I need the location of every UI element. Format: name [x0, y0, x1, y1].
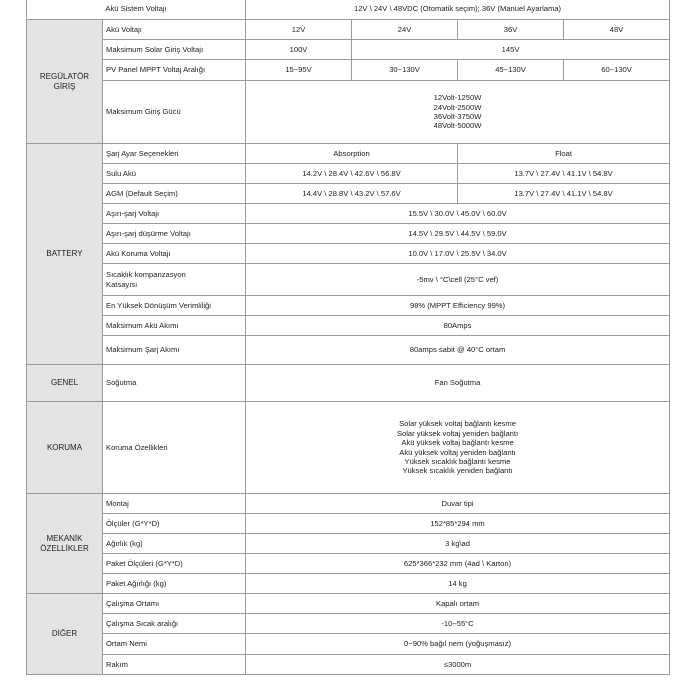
max-battery-current-value: 80Amps [246, 316, 670, 336]
agm-absorption: 14.4V \ 28.8V \ 43.2V \ 57.6V [246, 184, 458, 204]
temp-comp-label-line: Katsayısı [106, 279, 138, 289]
battery-voltage-24: 24V [352, 20, 458, 40]
temp-comp-value: -5mv \ °C\cell (25°C vef) [246, 264, 670, 296]
battery-voltage-48: 48V [564, 20, 670, 40]
temp-comp-label-line: Sıcaklık kompanzasyon [106, 270, 186, 280]
wet-battery-label: Sulu Akü [103, 164, 246, 184]
altitude-label: Rakım [103, 655, 246, 675]
max-charge-current-value: 80amps sabit @ 40°C ortam [246, 336, 670, 365]
mppt-range-24: 30~130V [352, 60, 458, 81]
charge-options-absorption: Absorption [246, 144, 458, 164]
max-input-power-line: 48Volt-5000W [433, 121, 482, 131]
max-solar-input-label: Maksimum Solar Giriş Voltajı [103, 40, 246, 60]
temp-comp-row [27, 264, 670, 296]
max-battery-current-label: Maksimum Akü Akımı [103, 316, 246, 336]
efficiency-label: En Yüksek Dönüşüm Verimliliği [103, 296, 246, 316]
max-input-power-line: 24Volt-2500W [433, 102, 482, 112]
humidity-value: 0~90% bağıl nem (yoğuşmasız) [246, 634, 670, 655]
max-charge-current-row [27, 336, 670, 365]
overcharge-value: 15.5V \ 30.0V \ 45.0V \ 60.0V [246, 204, 670, 224]
mppt-range-12: 15~95V [246, 60, 352, 81]
environment-label: Çalışma Ortamı [103, 594, 246, 614]
max-input-power-row [27, 81, 670, 144]
package-weight-value: 14 kg [246, 574, 670, 594]
humidity-row [27, 634, 670, 655]
max-solar-input-rest: 145V [352, 40, 670, 60]
mppt-range-label: PV Panel MPPT Voltaj Aralığı [103, 60, 246, 81]
max-solar-input-row [27, 40, 670, 60]
max-input-power-line: 36Volt-3750W [433, 112, 482, 121]
max-input-power-line: 12Volt-1250W [433, 93, 482, 103]
wet-battery-row [27, 164, 670, 184]
package-dimensions-row [27, 554, 670, 574]
mppt-range-row [27, 60, 670, 81]
overcharge-drop-row [27, 224, 670, 244]
package-weight-row [27, 574, 670, 594]
protection-voltage-label: Akü Koruma Voltajı [103, 244, 246, 264]
spec-table [26, 0, 670, 675]
mount-row [27, 494, 670, 514]
protection-feature-line: Akü yüksek voltaj yeniden bağlantı [399, 447, 516, 457]
dimensions-value: 152*85*294 mm [246, 514, 670, 534]
cooling-label: Soğutma [103, 365, 246, 402]
system-voltage-value: 12V \ 24V \ 48VDC (Otomatik seçim); 36V (Manuel Ayarlama) [246, 0, 670, 20]
battery-voltage-36: 36V [458, 20, 564, 40]
protection-feature-line: Yüksek sıcaklık bağlantı kesme [404, 456, 511, 466]
altitude-value: ≤3000m [246, 655, 670, 675]
wet-battery-float: 13.7V \ 27.4V \ 41.1V \ 54.8V [458, 164, 670, 184]
section-protection: KORUMA [27, 402, 103, 494]
protection-features-value [246, 402, 670, 494]
charge-options-row [27, 144, 670, 164]
max-input-power-label: Maksimum Giriş Gücü [103, 81, 246, 144]
dimensions-label: Ölçüler (G*Y*D) [103, 514, 246, 534]
temp-comp-label [103, 264, 246, 296]
wet-battery-absorption: 14.2V \ 28.4V \ 42.6V \ 56.8V [246, 164, 458, 184]
overcharge-label: Aşırı-şarj Voltajı [103, 204, 246, 224]
section-battery: BATTERY [27, 144, 103, 365]
max-solar-input-12: 100V [246, 40, 352, 60]
protection-feature-line: Akü yüksek voltaj bağlantı kesme [401, 438, 514, 448]
mount-label: Montaj [103, 494, 246, 514]
efficiency-row [27, 296, 670, 316]
overcharge-drop-value: 14.5V \ 29.5V \ 44.5V \ 59.0V [246, 224, 670, 244]
max-input-power-value [246, 81, 670, 144]
section-regulator: REGÜLATÖR GİRİŞ [27, 20, 103, 144]
weight-value: 3 kg\ad [246, 534, 670, 554]
package-weight-label: Paket Ağırlığı (kg) [103, 574, 246, 594]
protection-feature-line: Solar yüksek voltaj yeniden bağlantı [396, 428, 519, 438]
cooling-row [27, 365, 670, 402]
charge-options-float: Float [458, 144, 670, 164]
agm-row [27, 184, 670, 204]
weight-label: Ağırlık (kg) [103, 534, 246, 554]
protection-feature-line: Yüksek sıcaklık yeniden bağlantı [402, 466, 513, 476]
section-other: DİĞER [27, 594, 103, 675]
battery-voltage-12: 12V [246, 20, 352, 40]
protection-voltage-value: 10.0V \ 17.0V \ 25.5V \ 34.0V [246, 244, 670, 264]
mppt-range-48: 60~130V [564, 60, 670, 81]
temp-range-label: Çalışma Sıcak aralığı [103, 614, 246, 634]
section-general: GENEL [27, 365, 103, 402]
max-battery-current-row [27, 316, 670, 336]
package-dimensions-label: Paket Ölçüleri (G*Y*D) [103, 554, 246, 574]
section-mechanical: MEKANİK ÖZELLİKLER [27, 494, 103, 594]
mppt-range-36: 45~130V [458, 60, 564, 81]
altitude-row [27, 655, 670, 675]
battery-voltage-row [27, 20, 670, 40]
efficiency-value: 98% (MPPT Efficiency 99%) [246, 296, 670, 316]
protection-features-label: Koruma Özellikleri [103, 402, 246, 494]
environment-row [27, 594, 670, 614]
battery-voltage-label: Akü Voltajı [103, 20, 246, 40]
system-voltage-label: Akü Sistem Voltajı [27, 0, 246, 20]
agm-label: AGM (Default Seçim) [103, 184, 246, 204]
cooling-value: Fan Soğutma [246, 365, 670, 402]
system-voltage-row [27, 0, 670, 20]
protection-feature-line: Solar yüksek voltaj bağlantı kesme [399, 419, 516, 429]
overcharge-drop-label: Aşırı-şarj düşürme Voltajı [103, 224, 246, 244]
package-dimensions-value: 625*366*232 mm (4ad \ Karton) [246, 554, 670, 574]
temp-range-row [27, 614, 670, 634]
max-charge-current-label: Maksimum Şarj Akımı [103, 336, 246, 365]
overcharge-row [27, 204, 670, 224]
humidity-label: Ortam Nemi [103, 634, 246, 655]
mount-value: Duvar tipi [246, 494, 670, 514]
charge-options-label: Şarj Ayar Seçenekleri [103, 144, 246, 164]
environment-value: Kapalı ortam [246, 594, 670, 614]
temp-range-value: -10~55°C [246, 614, 670, 634]
weight-row [27, 534, 670, 554]
protection-voltage-row [27, 244, 670, 264]
protection-features-row [27, 402, 670, 494]
agm-float: 13.7V \ 27.4V \ 41.1V \ 54.8V [458, 184, 670, 204]
dimensions-row [27, 514, 670, 534]
